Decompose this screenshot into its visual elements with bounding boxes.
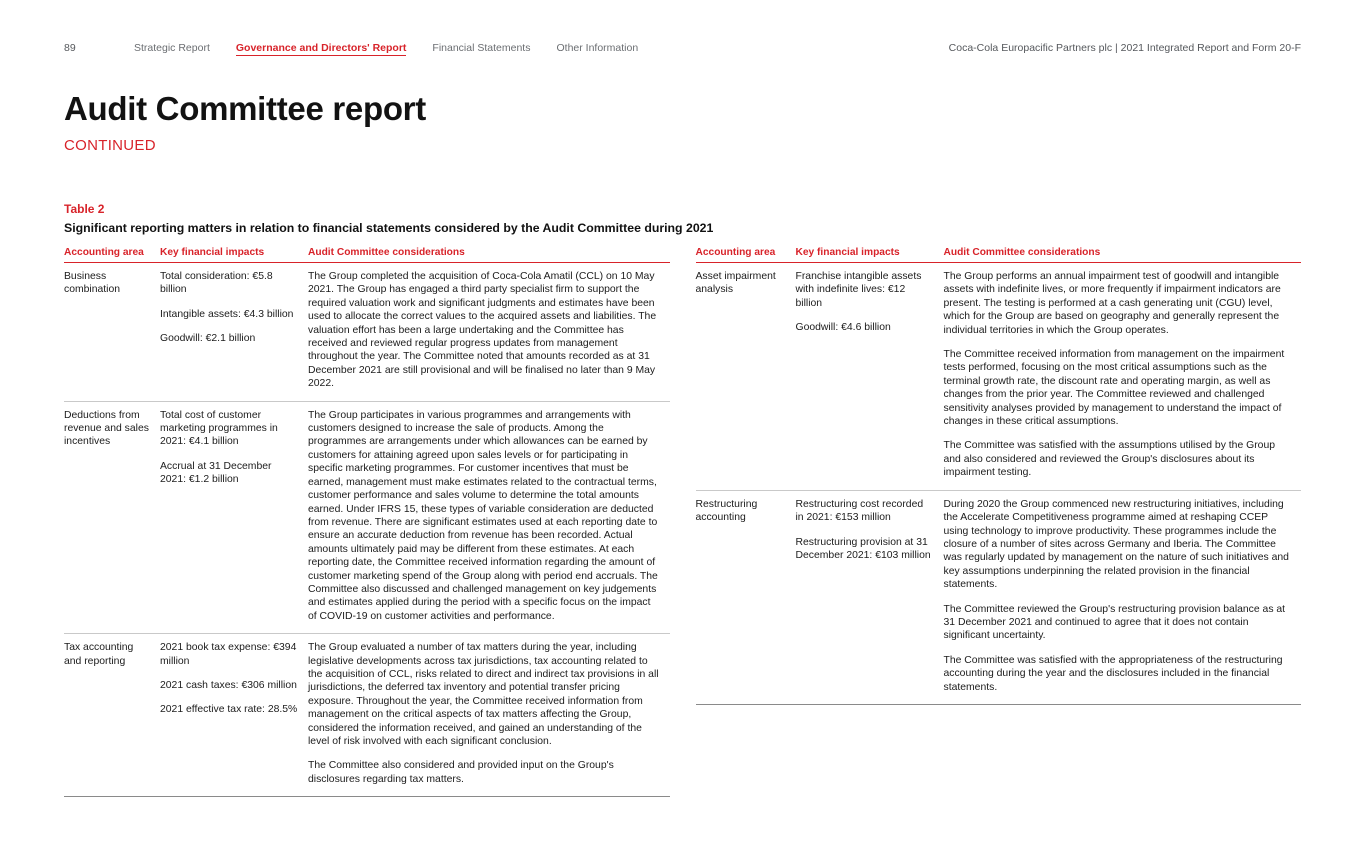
impact-item: Total cost of customer marketing programmes in 2021: €4.1 billion (160, 409, 278, 448)
consideration-paragraph: The Committee received information from management on the impairment tests performed, focusing on the most critical assumptions such as the terminal growth rate, the discount rate and operating margin, as well as changes from the prior year. The Committee reviewed and challenged sensitivity analyses provided by management to understand the impact of changes in these critical assumptions. (943, 349, 1285, 428)
cell-considerations (308, 263, 670, 402)
cell-accounting-area: Business combination (64, 263, 160, 402)
reporting-matters-table-left (64, 247, 670, 797)
column-header-audit-committee-considerations: Audit Committee considerations (944, 247, 1302, 263)
nav-item-financial-statements[interactable]: Financial Statements (432, 42, 531, 54)
page-title: Audit Committee report (64, 90, 426, 127)
page-header (64, 42, 1301, 66)
impact-item: Goodwill: €2.1 billion (160, 333, 256, 345)
cell-key-financial-impacts (160, 263, 308, 402)
cell-key-financial-impacts (160, 634, 308, 797)
table-header-row (64, 247, 670, 263)
consideration-paragraph: The Committee reviewed the Group's restructuring provision balance as at 31 December 2021 and continued to agree that it does not contain significant uncertainty. (943, 603, 1286, 642)
consideration-paragraph: The Committee was satisfied with the assumptions utilised by the Group and also considered and reviewed the Group's disclosures about its impairment testing. (943, 440, 1275, 479)
reporting-matters-table-right (696, 247, 1302, 705)
consideration-paragraph: During 2020 the Group commenced new restructuring initiatives, including the Accelerate Competitiveness programme aimed at reshaping CCEP using technology to improve productivity. These programmes include the closure of a number of sites across Germany and Iberia. The Committee was regularly updated by management on the nature of such initiatives and key assumptions underpinning the related provision in the financial statements. (943, 498, 1289, 591)
cell-considerations (944, 263, 1302, 491)
impact-item: Restructuring cost recorded in 2021: €153 million (795, 498, 924, 524)
table-column-left (64, 247, 670, 797)
nav-item-strategic-report[interactable]: Strategic Report (134, 42, 210, 54)
table-row (696, 263, 1302, 491)
consideration-paragraph: The Group completed the acquisition of Coca-Cola Amatil (CCL) on 10 May 2021. The Group has engaged a third party specialist firm to support the required valuation work and significant judgments and estimates have been used to allocate the correct values to the acquired assets and liabilities. The valuation effort has been a large undertaking and the Committee has received and reviewed regular progress updates from management throughout the year. The Committee noted that amounts recorded as at 31 December 2021 are still provisional and will be finalised no later than 9 May 2022. (308, 271, 657, 390)
nav-item-governance-and-directors-report[interactable]: Governance and Directors' Report (235, 42, 407, 54)
table-columns (64, 247, 1301, 797)
impact-item: 2021 effective tax rate: 28.5% (160, 704, 298, 716)
impact-item: Accrual at 31 December 2021: €1.2 billion (160, 460, 272, 486)
table-column-right (696, 247, 1302, 797)
column-header-key-financial-impacts: Key financial impacts (160, 247, 308, 263)
consideration-paragraph: The Group performs an annual impairment test of goodwill and intangible assets with indefinite lives, or more frequently if impairment indicators are present. The testing is performed at a cash generating unit (CGU) level, which for the Group are based on geography and generally represent the individual territories in which the Group operates. (943, 271, 1281, 336)
cell-key-financial-impacts (796, 263, 944, 491)
consideration-paragraph: The Committee also considered and provided input on the Group's disclosures regarding tax matters. (308, 760, 614, 785)
table-caption: Significant reporting matters in relation to financial statements considered by the Audit Committee during 2021 (64, 221, 714, 235)
impact-item: Franchise intangible assets with indefinite lives: €12 billion (795, 271, 922, 309)
table-row (64, 401, 670, 634)
cell-key-financial-impacts (796, 490, 944, 704)
table-header-row (696, 247, 1302, 263)
page-subtitle: CONTINUED (64, 137, 156, 154)
table-row (696, 490, 1302, 704)
nav-item-other-information[interactable]: Other Information (556, 42, 639, 54)
table-row (64, 263, 670, 402)
cell-accounting-area: Deductions from revenue and sales incentives (64, 401, 160, 634)
table-label: Table 2 (64, 202, 105, 216)
cell-considerations (308, 401, 670, 634)
consideration-paragraph: The Group participates in various programmes and arrangements with customers designed to increase the sale of products. Among the programmes are arrangements under which allowances can be earned by customers for attaining agreed upon sales levels or for participating in specific marketing programmes. For customer incentives that must be earned, management must make estimates related to the contractual terms, customer performance and sales volume to determine the total amounts earned. Under IFRS 15, these types of variable consideration are deducted from revenue. There are significant estimates used at each reporting date to ensure an accurate deduction from revenue has been recorded. Actual amounts ultimately paid may be different from these estimates. At each reporting date, the Committee received information regarding the amount of customer marketing spend of the Group along with period end accruals. The Committee also discussed and challenged management on key judgements and estimates applied during the period with a specific focus on the impact of COVID-19 on customer activities and performance. (308, 409, 658, 622)
consideration-paragraph: The Committee was satisfied with the appropriateness of the restructuring accounting during the year and the disclosures included in the financial statements. (943, 654, 1283, 693)
cell-accounting-area: Tax accounting and reporting (64, 634, 160, 797)
column-header-audit-committee-considerations: Audit Committee considerations (308, 247, 670, 263)
consideration-paragraph: The Group evaluated a number of tax matters during the year, including legislative developments across tax jurisdictions, tax accounting related to the acquisition of CCL, risks related to direct and indirect tax provisions in all jurisdictions, the deferred tax inventory and potential transfer pricing exposure. Throughout the year, the Committee received information from management on the critical aspects of tax matters affecting the Group, considered the information received, and gained an understanding of the level of risk involved with each significant conclusion. (308, 642, 659, 747)
cell-considerations (944, 490, 1302, 704)
impact-item: Restructuring provision at 31 December 2021: €103 million (795, 536, 931, 561)
cell-accounting-area: Asset impairment analysis (696, 263, 796, 491)
impact-item: Goodwill: €4.6 billion (795, 322, 891, 334)
document-reference: Coca-Cola Europacific Partners plc | 2021 Integrated Report and Form 20-F (948, 42, 1301, 54)
column-header-accounting-area: Accounting area (64, 247, 160, 263)
page-number: 89 (64, 42, 76, 54)
cell-accounting-area: Restructuring accounting (696, 490, 796, 704)
impact-item: Intangible assets: €4.3 billion (160, 308, 294, 320)
column-header-accounting-area: Accounting area (696, 247, 796, 263)
section-nav (134, 42, 638, 56)
impact-item: 2021 book tax expense: €394 million (160, 642, 297, 667)
impact-item: Total consideration: €5.8 billion (160, 271, 273, 296)
table-row (64, 634, 670, 797)
cell-key-financial-impacts (160, 401, 308, 634)
cell-considerations (308, 634, 670, 797)
column-header-key-financial-impacts: Key financial impacts (796, 247, 944, 263)
impact-item: 2021 cash taxes: €306 million (160, 679, 297, 691)
